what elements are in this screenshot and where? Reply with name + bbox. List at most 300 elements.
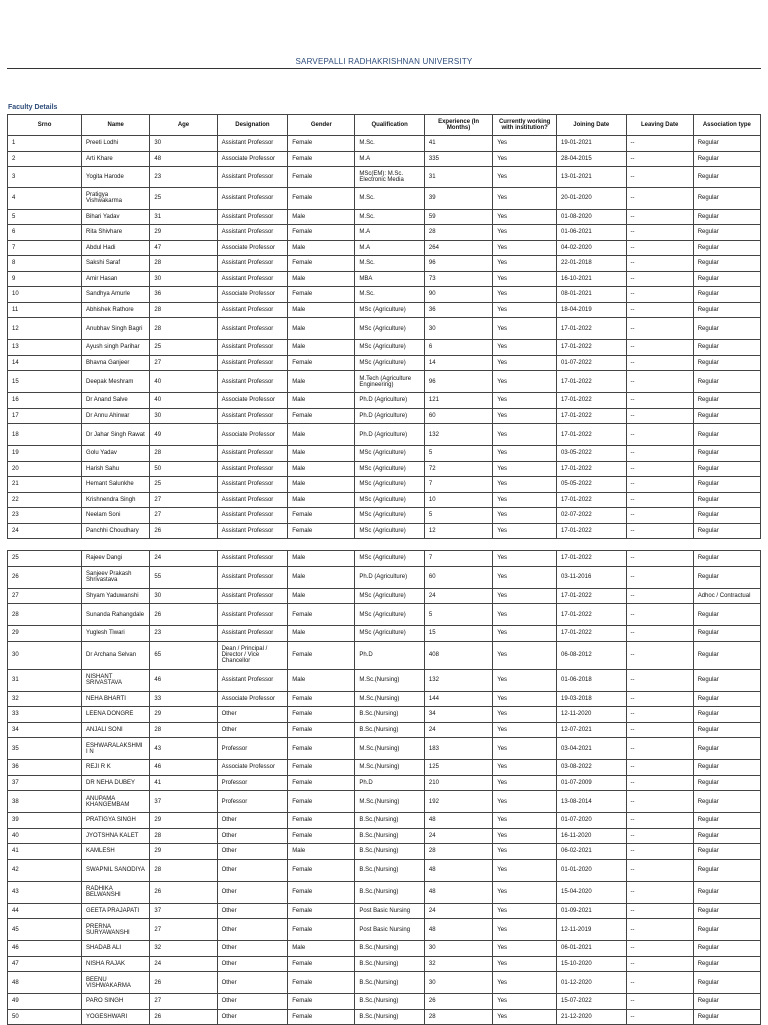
- cell-designation: Assistant Professor: [217, 461, 288, 477]
- cell-leaving-date: --: [626, 738, 693, 760]
- cell-name: Sanjeev Prakash Shrivastava: [82, 566, 150, 588]
- cell-qualification: MSc (Agriculture): [355, 588, 424, 604]
- cell-leaving-date: --: [626, 903, 693, 919]
- cell-name: REJI R K: [82, 760, 150, 776]
- cell-srno: 9: [8, 271, 82, 287]
- cell-gender: Female: [288, 791, 355, 813]
- cell-age: 36: [150, 287, 217, 303]
- cell-joining-date: 08-01-2021: [557, 287, 626, 303]
- cell-joining-date: 17-01-2022: [557, 424, 626, 446]
- cell-association-type: Regular: [693, 340, 760, 356]
- cell-association-type: Regular: [693, 844, 760, 860]
- cell-association-type: Regular: [693, 641, 760, 669]
- cell-joining-date: 03-05-2022: [557, 446, 626, 462]
- cell-srno: 40: [8, 828, 82, 844]
- cell-experience: 39: [424, 187, 492, 209]
- cell-srno: 24: [8, 523, 82, 539]
- cell-leaving-date: --: [626, 492, 693, 508]
- cell-qualification: M.Sc.(Nursing): [355, 738, 424, 760]
- cell-association-type: Regular: [693, 972, 760, 994]
- cell-leaving-date: --: [626, 302, 693, 318]
- cell-experience: 12: [424, 523, 492, 539]
- table-row: [8, 588, 761, 604]
- cell-age: 27: [150, 919, 217, 941]
- cell-leaving-date: --: [626, 209, 693, 225]
- header-age: Age: [150, 115, 217, 136]
- cell-srno: 38: [8, 791, 82, 813]
- cell-currently-working: Yes: [493, 209, 557, 225]
- cell-srno: 37: [8, 775, 82, 791]
- cell-name: Preeti Lodhi: [82, 136, 150, 152]
- cell-currently-working: Yes: [493, 371, 557, 393]
- cell-association-type: Regular: [693, 287, 760, 303]
- cell-experience: 30: [424, 318, 492, 340]
- cell-qualification: M.Tech (Agriculture Engineering): [355, 371, 424, 393]
- header-joining-date: Joining Date: [557, 115, 626, 136]
- cell-srno: 32: [8, 691, 82, 707]
- cell-joining-date: 03-04-2021: [557, 738, 626, 760]
- table-row: [8, 393, 761, 409]
- cell-name: NEHA BHARTI: [82, 691, 150, 707]
- cell-qualification: Post Basic Nursing: [355, 919, 424, 941]
- table-row: [8, 791, 761, 813]
- table-row: [8, 424, 761, 446]
- table-header-row: [8, 115, 761, 136]
- table-row: [8, 566, 761, 588]
- cell-experience: 31: [424, 167, 492, 188]
- cell-age: 30: [150, 588, 217, 604]
- cell-designation: Assistant Professor: [217, 477, 288, 493]
- cell-designation: Other: [217, 903, 288, 919]
- cell-leaving-date: --: [626, 240, 693, 256]
- cell-currently-working: Yes: [493, 408, 557, 424]
- cell-association-type: Regular: [693, 828, 760, 844]
- cell-age: 33: [150, 691, 217, 707]
- cell-designation: Other: [217, 956, 288, 972]
- cell-joining-date: 05-05-2022: [557, 477, 626, 493]
- cell-association-type: Regular: [693, 669, 760, 691]
- cell-srno: 29: [8, 626, 82, 642]
- cell-age: 48: [150, 151, 217, 167]
- cell-age: 28: [150, 302, 217, 318]
- cell-currently-working: Yes: [493, 136, 557, 152]
- cell-joining-date: 17-01-2022: [557, 492, 626, 508]
- cell-joining-date: 01-08-2020: [557, 209, 626, 225]
- cell-association-type: Regular: [693, 318, 760, 340]
- cell-designation: Assistant Professor: [217, 136, 288, 152]
- cell-name: ANJALI SONI: [82, 722, 150, 738]
- cell-srno: 7: [8, 240, 82, 256]
- cell-qualification: MSc (Agriculture): [355, 551, 424, 567]
- cell-leaving-date: --: [626, 424, 693, 446]
- cell-association-type: Regular: [693, 355, 760, 371]
- cell-name: Bhavna Ganjeer: [82, 355, 150, 371]
- cell-leaving-date: --: [626, 972, 693, 994]
- table-row: [8, 355, 761, 371]
- cell-gender: Female: [288, 523, 355, 539]
- cell-leaving-date: --: [626, 225, 693, 241]
- cell-currently-working: Yes: [493, 302, 557, 318]
- cell-joining-date: 01-06-2018: [557, 669, 626, 691]
- cell-leaving-date: --: [626, 956, 693, 972]
- cell-association-type: Regular: [693, 240, 760, 256]
- cell-age: 26: [150, 523, 217, 539]
- cell-gender: Female: [288, 225, 355, 241]
- cell-srno: 34: [8, 722, 82, 738]
- cell-association-type: Regular: [693, 151, 760, 167]
- cell-experience: 10: [424, 492, 492, 508]
- cell-qualification: M.Sc.: [355, 287, 424, 303]
- table-row: [8, 813, 761, 829]
- cell-srno: 21: [8, 477, 82, 493]
- cell-leaving-date: --: [626, 859, 693, 881]
- cell-srno: 31: [8, 669, 82, 691]
- cell-srno: 12: [8, 318, 82, 340]
- cell-age: 41: [150, 775, 217, 791]
- cell-qualification: M.A: [355, 240, 424, 256]
- table-row: [8, 340, 761, 356]
- table-row: [8, 669, 761, 691]
- table-row: [8, 408, 761, 424]
- cell-association-type: Regular: [693, 271, 760, 287]
- cell-qualification: Ph.D (Agriculture): [355, 424, 424, 446]
- cell-srno: 45: [8, 919, 82, 941]
- cell-joining-date: 17-01-2022: [557, 626, 626, 642]
- cell-association-type: Regular: [693, 1009, 760, 1025]
- cell-gender: Female: [288, 919, 355, 941]
- cell-association-type: Regular: [693, 604, 760, 626]
- cell-currently-working: Yes: [493, 881, 557, 903]
- cell-leaving-date: --: [626, 760, 693, 776]
- cell-joining-date: 01-09-2021: [557, 903, 626, 919]
- cell-joining-date: 01-07-2022: [557, 355, 626, 371]
- cell-age: 46: [150, 669, 217, 691]
- cell-name: Hemant Salunkhe: [82, 477, 150, 493]
- cell-qualification: M.A: [355, 151, 424, 167]
- cell-association-type: Regular: [693, 256, 760, 272]
- cell-experience: 132: [424, 669, 492, 691]
- cell-designation: Assistant Professor: [217, 340, 288, 356]
- cell-association-type: Regular: [693, 225, 760, 241]
- cell-leaving-date: --: [626, 604, 693, 626]
- cell-qualification: MSc (Agriculture): [355, 355, 424, 371]
- cell-gender: Female: [288, 775, 355, 791]
- cell-gender: Male: [288, 477, 355, 493]
- cell-experience: 26: [424, 994, 492, 1010]
- cell-association-type: Regular: [693, 136, 760, 152]
- cell-srno: 8: [8, 256, 82, 272]
- cell-experience: 48: [424, 859, 492, 881]
- cell-srno: 41: [8, 844, 82, 860]
- cell-joining-date: 06-01-2021: [557, 941, 626, 957]
- cell-gender: Female: [288, 287, 355, 303]
- cell-designation: Other: [217, 722, 288, 738]
- cell-joining-date: 17-01-2022: [557, 371, 626, 393]
- cell-joining-date: 17-01-2022: [557, 408, 626, 424]
- cell-srno: 36: [8, 760, 82, 776]
- cell-gender: Female: [288, 187, 355, 209]
- cell-qualification: M.A: [355, 225, 424, 241]
- cell-currently-working: Yes: [493, 256, 557, 272]
- cell-designation: Other: [217, 828, 288, 844]
- cell-joining-date: 15-10-2020: [557, 956, 626, 972]
- table-row: [8, 477, 761, 493]
- cell-joining-date: 17-01-2022: [557, 393, 626, 409]
- cell-leaving-date: --: [626, 271, 693, 287]
- cell-currently-working: Yes: [493, 287, 557, 303]
- table-row: [8, 972, 761, 994]
- cell-qualification: M.Sc.(Nursing): [355, 691, 424, 707]
- cell-name: DR NEHA DUBEY: [82, 775, 150, 791]
- table-row: [8, 760, 761, 776]
- cell-joining-date: 15-07-2022: [557, 994, 626, 1010]
- cell-designation: Assistant Professor: [217, 551, 288, 567]
- cell-association-type: Regular: [693, 919, 760, 941]
- table-row: [8, 691, 761, 707]
- cell-joining-date: 19-03-2018: [557, 691, 626, 707]
- cell-srno: 33: [8, 707, 82, 723]
- cell-gender: Female: [288, 760, 355, 776]
- cell-leaving-date: --: [626, 355, 693, 371]
- cell-association-type: Regular: [693, 424, 760, 446]
- cell-srno: 48: [8, 972, 82, 994]
- cell-gender: Male: [288, 371, 355, 393]
- section-title: Faculty Details: [8, 104, 58, 111]
- cell-name: SHADAB ALI: [82, 941, 150, 957]
- cell-age: 26: [150, 604, 217, 626]
- cell-qualification: Ph.D (Agriculture): [355, 393, 424, 409]
- cell-experience: 24: [424, 828, 492, 844]
- cell-designation: Associate Professor: [217, 760, 288, 776]
- cell-experience: 408: [424, 641, 492, 669]
- cell-gender: Female: [288, 994, 355, 1010]
- header-qualification: Qualification: [355, 115, 424, 136]
- cell-experience: 183: [424, 738, 492, 760]
- cell-joining-date: 06-02-2021: [557, 844, 626, 860]
- cell-designation: Assistant Professor: [217, 523, 288, 539]
- cell-gender: Female: [288, 136, 355, 152]
- cell-experience: 335: [424, 151, 492, 167]
- cell-srno: 42: [8, 859, 82, 881]
- cell-qualification: M.Sc.(Nursing): [355, 791, 424, 813]
- table-row: [8, 151, 761, 167]
- cell-designation: Assistant Professor: [217, 209, 288, 225]
- cell-age: 28: [150, 859, 217, 881]
- cell-gender: Female: [288, 738, 355, 760]
- cell-leaving-date: --: [626, 187, 693, 209]
- cell-designation: Assistant Professor: [217, 355, 288, 371]
- cell-currently-working: Yes: [493, 775, 557, 791]
- table-row: [8, 941, 761, 957]
- table-row: [8, 641, 761, 669]
- cell-age: 47: [150, 240, 217, 256]
- cell-designation: Assistant Professor: [217, 626, 288, 642]
- cell-qualification: MSc (Agriculture): [355, 604, 424, 626]
- cell-name: RADHIKA BELWANSHI: [82, 881, 150, 903]
- cell-experience: 48: [424, 919, 492, 941]
- table-row: [8, 187, 761, 209]
- cell-designation: Assistant Professor: [217, 508, 288, 524]
- cell-age: 55: [150, 566, 217, 588]
- cell-qualification: M.Sc.: [355, 136, 424, 152]
- cell-association-type: Regular: [693, 994, 760, 1010]
- cell-designation: Other: [217, 972, 288, 994]
- cell-gender: Male: [288, 669, 355, 691]
- cell-joining-date: 17-01-2022: [557, 523, 626, 539]
- cell-age: 28: [150, 446, 217, 462]
- cell-designation: Assistant Professor: [217, 318, 288, 340]
- cell-qualification: B.Sc.(Nursing): [355, 941, 424, 957]
- cell-leaving-date: --: [626, 523, 693, 539]
- cell-leaving-date: --: [626, 791, 693, 813]
- cell-leaving-date: --: [626, 844, 693, 860]
- cell-name: Sandhya Amurle: [82, 287, 150, 303]
- cell-currently-working: Yes: [493, 859, 557, 881]
- cell-currently-working: Yes: [493, 477, 557, 493]
- cell-experience: 96: [424, 256, 492, 272]
- cell-experience: 7: [424, 551, 492, 567]
- cell-gender: Male: [288, 461, 355, 477]
- cell-leaving-date: --: [626, 551, 693, 567]
- cell-name: Dr Anand Salve: [82, 393, 150, 409]
- cell-association-type: Regular: [693, 187, 760, 209]
- cell-qualification: MSc (Agriculture): [355, 523, 424, 539]
- cell-joining-date: 03-08-2022: [557, 760, 626, 776]
- cell-experience: 24: [424, 588, 492, 604]
- cell-currently-working: Yes: [493, 722, 557, 738]
- cell-leaving-date: --: [626, 994, 693, 1010]
- cell-association-type: Regular: [693, 722, 760, 738]
- cell-name: JYOTSHNA KALET: [82, 828, 150, 844]
- cell-leaving-date: --: [626, 707, 693, 723]
- cell-qualification: Ph.D (Agriculture): [355, 566, 424, 588]
- cell-association-type: Regular: [693, 408, 760, 424]
- header-leaving-date: Leaving Date: [626, 115, 693, 136]
- cell-gender: Female: [288, 859, 355, 881]
- cell-currently-working: Yes: [493, 919, 557, 941]
- cell-leaving-date: --: [626, 477, 693, 493]
- cell-gender: Male: [288, 941, 355, 957]
- cell-joining-date: 17-01-2022: [557, 588, 626, 604]
- cell-name: Dr Archana Selvan: [82, 641, 150, 669]
- cell-joining-date: 17-01-2022: [557, 340, 626, 356]
- cell-gender: Male: [288, 566, 355, 588]
- cell-gender: Female: [288, 508, 355, 524]
- cell-name: KAMLESH: [82, 844, 150, 860]
- table-row: [8, 287, 761, 303]
- cell-designation: Assistant Professor: [217, 604, 288, 626]
- cell-name: Ayush singh Parihar: [82, 340, 150, 356]
- cell-leaving-date: --: [626, 641, 693, 669]
- cell-designation: Professor: [217, 791, 288, 813]
- cell-age: 31: [150, 209, 217, 225]
- cell-age: 26: [150, 1009, 217, 1025]
- table-row: [8, 738, 761, 760]
- cell-designation: Associate Professor: [217, 393, 288, 409]
- cell-qualification: B.Sc.(Nursing): [355, 881, 424, 903]
- cell-association-type: Regular: [693, 859, 760, 881]
- cell-qualification: MSc (Agriculture): [355, 461, 424, 477]
- cell-name: Neelam Soni: [82, 508, 150, 524]
- cell-qualification: Ph.D: [355, 775, 424, 791]
- cell-leaving-date: --: [626, 941, 693, 957]
- cell-qualification: MSc(EM): M.Sc. Electronic Media: [355, 167, 424, 188]
- cell-experience: 125: [424, 760, 492, 776]
- cell-age: 27: [150, 508, 217, 524]
- cell-leaving-date: --: [626, 775, 693, 791]
- cell-age: 30: [150, 408, 217, 424]
- cell-currently-working: Yes: [493, 523, 557, 539]
- header-gender: Gender: [288, 115, 355, 136]
- cell-gender: Female: [288, 167, 355, 188]
- cell-currently-working: Yes: [493, 240, 557, 256]
- cell-currently-working: Yes: [493, 813, 557, 829]
- cell-currently-working: Yes: [493, 424, 557, 446]
- cell-joining-date: 13-08-2014: [557, 791, 626, 813]
- cell-name: Dr Jahar Singh Rawat: [82, 424, 150, 446]
- cell-age: 30: [150, 271, 217, 287]
- cell-designation: Assistant Professor: [217, 225, 288, 241]
- cell-designation: Other: [217, 813, 288, 829]
- cell-age: 28: [150, 318, 217, 340]
- header-association-type: Association type: [693, 115, 760, 136]
- table-row: [8, 828, 761, 844]
- cell-experience: 28: [424, 1009, 492, 1025]
- cell-designation: Other: [217, 707, 288, 723]
- cell-srno: 44: [8, 903, 82, 919]
- table-row: [8, 167, 761, 188]
- cell-age: 49: [150, 424, 217, 446]
- cell-currently-working: Yes: [493, 1009, 557, 1025]
- cell-currently-working: Yes: [493, 994, 557, 1010]
- cell-srno: 4: [8, 187, 82, 209]
- cell-name: PARO SINGH: [82, 994, 150, 1010]
- cell-name: ANUPAMA KHANGEMBAM: [82, 791, 150, 813]
- cell-srno: 17: [8, 408, 82, 424]
- cell-age: 24: [150, 551, 217, 567]
- cell-experience: 144: [424, 691, 492, 707]
- cell-srno: 27: [8, 588, 82, 604]
- cell-joining-date: 06-08-2012: [557, 641, 626, 669]
- cell-experience: 60: [424, 408, 492, 424]
- cell-experience: 6: [424, 340, 492, 356]
- university-title: SARVEPALLI RADHAKRISHNAN UNIVERSITY: [295, 57, 473, 66]
- cell-currently-working: Yes: [493, 707, 557, 723]
- cell-leaving-date: --: [626, 287, 693, 303]
- cell-srno: 46: [8, 941, 82, 957]
- header-srno: Srno: [8, 115, 82, 136]
- cell-currently-working: Yes: [493, 691, 557, 707]
- cell-currently-working: Yes: [493, 151, 557, 167]
- cell-association-type: Regular: [693, 566, 760, 588]
- cell-name: PRATIGYA SINGH: [82, 813, 150, 829]
- cell-joining-date: 13-01-2021: [557, 167, 626, 188]
- table-row: [8, 722, 761, 738]
- cell-gender: Male: [288, 340, 355, 356]
- cell-age: 25: [150, 477, 217, 493]
- cell-srno: 3: [8, 167, 82, 188]
- cell-qualification: Ph.D: [355, 641, 424, 669]
- cell-qualification: MSc (Agriculture): [355, 340, 424, 356]
- cell-designation: Professor: [217, 738, 288, 760]
- cell-qualification: B.Sc.(Nursing): [355, 828, 424, 844]
- cell-joining-date: 20-01-2020: [557, 187, 626, 209]
- cell-srno: 22: [8, 492, 82, 508]
- cell-gender: Female: [288, 641, 355, 669]
- cell-currently-working: Yes: [493, 844, 557, 860]
- cell-currently-working: Yes: [493, 446, 557, 462]
- cell-designation: Dean / Principal / Director / Vice Chancellor: [217, 641, 288, 669]
